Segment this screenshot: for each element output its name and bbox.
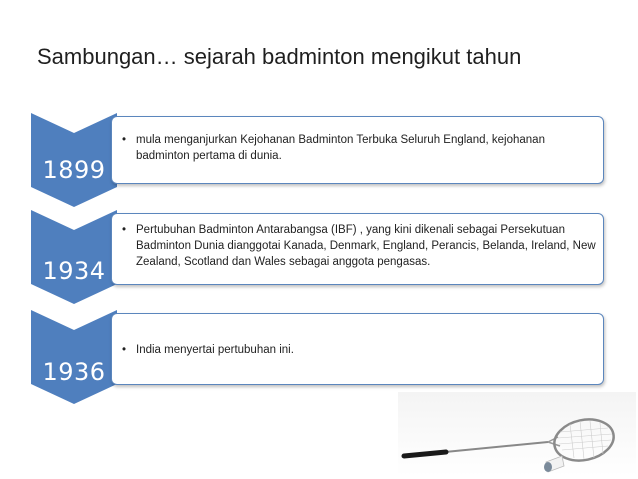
event-box (111, 213, 604, 285)
event-bullet (122, 222, 598, 270)
year-label: 1899 (42, 156, 106, 184)
event-bullet (122, 132, 598, 164)
bullet-dot: • (122, 224, 127, 236)
event-text: Pertubuhan Badminton Antarabangsa (IBF) , yang kini dikenali sebagai Persekutuan Badminton Dunia dianggotai Kanada, Denmark, England, Perancis, Belanda, Ireland, New Zealand, Scotland dan Wales sebagai anggota pengasas. (136, 224, 596, 268)
badminton-racket-shuttlecock-icon (398, 392, 636, 476)
bullet-dot: • (122, 134, 127, 146)
event-text: India menyertai pertubuhan ini. (136, 344, 294, 356)
slide-title: Sambungan… sejarah badminton mengikut tahun (37, 44, 522, 69)
event-box (111, 116, 604, 184)
year-label: 1936 (42, 358, 106, 386)
event-text: mula menganjurkan Kejohanan Badminton Terbuka Seluruh England, kejohanan badminton pertama di dunia. (136, 134, 545, 162)
year-label: 1934 (42, 257, 106, 285)
bullet-dot: • (122, 344, 127, 356)
event-box (111, 313, 604, 385)
event-bullet (122, 342, 598, 358)
